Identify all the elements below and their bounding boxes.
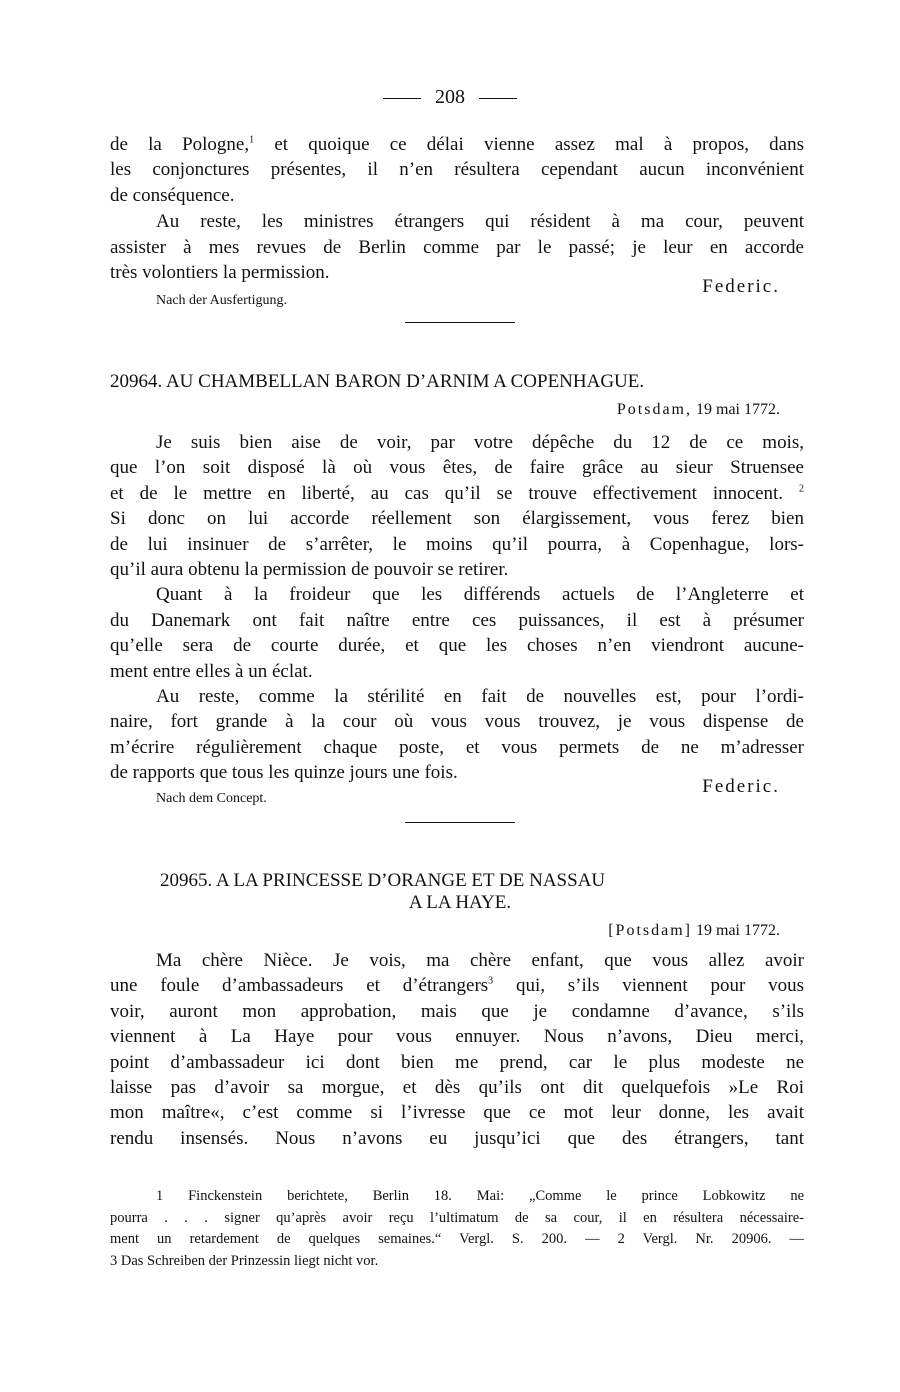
text-line: et de le mettre en liberté, au cas qu’il se trouve effectivement innocent. $^2$ <box>110 482 804 504</box>
letter-heading <box>110 371 804 393</box>
header-dash-right <box>479 98 517 99</box>
paragraph <box>110 582 804 684</box>
text-line: très volontiers la permission. <box>110 262 330 284</box>
text-line: une foule d’ambassadeurs et d’étrangers$^3$ qui, s’ils viennent pour vous <box>110 975 804 997</box>
letter-dateline: Potsdam, 19 mai 1772. <box>616 401 780 418</box>
text-line: Ma chère Nièce. Je vois, ma chère enfant, que vous allez avoir <box>156 950 804 971</box>
text-line: que l’on soit disposé là où vous êtes, de faire grâce au sieur Struensee <box>110 457 804 479</box>
footnote-line: 3 Das Schreiben der Prinzessin liegt nicht vor. <box>110 1252 379 1269</box>
text-line: laisse pas d’avoir sa morgue, et dès qu’ils ont dit quelquefois »Le Roi <box>110 1077 804 1099</box>
letter-heading <box>160 870 760 914</box>
section-rule <box>405 822 515 823</box>
source-note: Nach der Ausfertigung. <box>156 293 288 308</box>
signature: Federic. <box>702 776 780 797</box>
text-line: Au reste, les ministres étrangers qui résident à ma cour, peuvent <box>156 211 804 233</box>
signature: Federic. <box>702 276 780 297</box>
text-line: Je suis bien aise de voir, par votre dépêche du 12 de ce mois, <box>156 432 804 453</box>
paragraph <box>110 430 804 582</box>
letter-title: A LA PRINCESSE D’ORANGE ET DE NASSAU <box>215 870 606 891</box>
letter-title-line2: A LA HAYE. <box>408 892 512 913</box>
source-note: Nach dem Concept. <box>156 791 267 806</box>
letter-body <box>110 430 804 786</box>
text-line: ment entre elles à un éclat. <box>110 660 313 682</box>
footnote-line: 1 Finckenstein berichtete, Berlin 18. Mai: „Comme le prince Lobkowitz ne <box>156 1188 804 1204</box>
text-line: Quant à la froideur que les différends actuels de l’Angleterre et <box>156 584 804 606</box>
page-header <box>0 86 900 109</box>
letter-number: 20964. <box>110 371 163 392</box>
text-line: mon maître«, c’est comme si l’ivresse que ce mot leur donne, les avait <box>110 1102 804 1124</box>
text-line: de rapports que tous les quinze jours une fois. <box>110 762 458 784</box>
text-line: point d’ambassadeur ici dont bien me prend, car le plus modeste ne <box>110 1051 804 1073</box>
text-line: viennent à La Haye pour vous ennuyer. Nous n’avons, Dieu merci, <box>110 1026 804 1048</box>
text-line: rendu insensés. Nous n’avons eu jusqu’ici que des étrangers, tant <box>110 1127 804 1149</box>
footnote-line: pourra . . . signer qu’après avoir reçu l’ultimatum de sa cour, il en résultera nécessaire- <box>110 1209 804 1226</box>
text-line: de conséquence. <box>110 184 235 206</box>
letter-number: 20965. <box>160 870 213 891</box>
text-line: du Danemark ont fait naître entre ces puissances, il est à présumer <box>110 609 804 631</box>
text-line: qu’elle sera de courte durée, et que les choses n’en viendront aucune- <box>110 635 804 657</box>
section-rule <box>405 322 515 323</box>
text-line: Au reste, comme la stérilité en fait de nouvelles est, pour l’ordi- <box>156 686 804 708</box>
text-line: assister à mes revues de Berlin comme par le passé; je leur en accorde <box>110 236 804 258</box>
letter-title: AU CHAMBELLAN BARON D’ARNIM A COPENHAGUE. <box>165 371 645 392</box>
text-line: voir, auront mon approbation, mais que je condamne d’avance, s’ils <box>110 1000 804 1022</box>
text-line: de lui insinuer de s’arrêter, le moins qu’il pourra, à Copenhague, lors- <box>110 533 804 555</box>
text-line: qu’il aura obtenu la permission de pouvoir se retirer. <box>110 559 509 581</box>
text-line: Si donc on lui accorde réellement son élargissement, vous ferez bien <box>110 508 804 530</box>
page-number: 208 <box>435 86 465 108</box>
paragraph <box>110 209 804 285</box>
text-line: m’écrire régulièrement chaque poste, et vous permets de ne m’adresser <box>110 736 804 758</box>
text-line: naire, fort grande à la cour où vous vous trouvez, je vous dispense de <box>110 711 804 733</box>
paragraph <box>110 684 804 786</box>
paragraph <box>110 948 804 1151</box>
letter-dateline: [Potsdam] 19 mai 1772. <box>608 922 780 939</box>
letter-body <box>110 948 804 1151</box>
footnote-line: ment un retardement de quelques semaines.“ Vergl. S. 200. — 2 Vergl. Nr. 20906. — <box>110 1231 804 1247</box>
text-line: les conjonctures présentes, il n’en résultera cependant aucun inconvénient <box>110 159 804 181</box>
text-line: de la Pologne,$^1$ et quoique ce délai vienne assez mal à propos, dans <box>110 134 805 155</box>
footnotes <box>110 1186 804 1272</box>
continuation-paragraph <box>110 132 804 285</box>
header-dash-left <box>383 98 421 99</box>
